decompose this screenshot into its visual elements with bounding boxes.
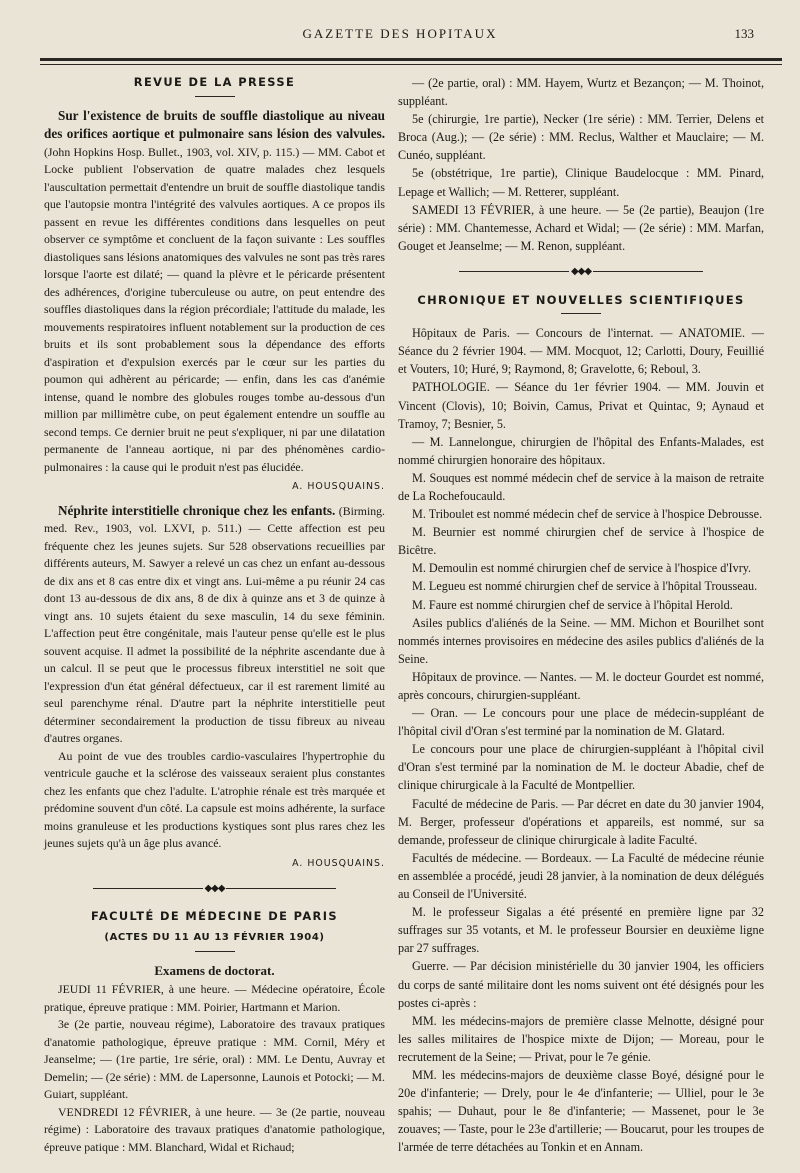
news-item: PATHOLOGIE. — Séance du 1er février 1904. — MM. Jouvin et Vincent (Clovis), 10; Boivin, Camus, Privat et Quintac, 9; Aynaud et Tramoy, 7; Besnier, 5. <box>398 380 764 431</box>
news-item: M. Legueu est nommé chirurgien chef de service à l'hôpital Trousseau. <box>412 579 758 594</box>
exam-entry: 5e (chirurgie, 1re partie), Necker (1re série) : MM. Terrier, Delens et Broca (Aug.); — (2e série) : MM. Reclus, Walther et Mauclaire; — M. Cunéo, suppléant. <box>398 112 764 163</box>
news-item: M. Faure est nommé chirurgien chef de service à l'hôpital Herold. <box>412 597 733 612</box>
journal-title: GAZETTE DES HOPITAUX <box>302 26 498 41</box>
news-item: Faculté de médecine de Paris. — Par décret en date du 30 janvier 1904, M. Berger, professeur d'opérations et appareils, est nommé, sur sa demande, professeur de clinique chirurgicale à ladite Faculté. <box>398 796 764 847</box>
news-item: — M. Lannelongue, chirurgien de l'hôpital des Enfants-Malades, est nommé chirurgien honoraire des hôpitaux. <box>398 434 764 467</box>
right-column <box>398 74 764 1156</box>
ornament-divider: ◆◆◆ <box>44 880 385 898</box>
exam-heading: Examens de doctorat. <box>154 962 275 978</box>
article-2 <box>44 502 385 748</box>
article-1 <box>44 107 385 477</box>
news-item: M. Souques est nommé médecin chef de service à la maison de retraite de La Rochefoucauld. <box>398 470 764 503</box>
exam-entry: JEUDI 11 FÉVRIER, à une heure. — Médecine opératoire, École pratique, épreuve pratique : MM. Poirier, Hartmann et Marion. <box>44 982 385 1014</box>
exam-entry: 3e (2e partie, nouveau régime), Laboratoire des travaux pratiques d'anatomie pathologique, épreuve pratique : MM. Cornil, Méry et Jeanselme; — (1re partie, 1re série, oral) : MM. Le Dentu, Auvray et Demelin; — (2e série) : MM. de Lapersonne, Launois et Potocki; — M. Guiart, suppléant. <box>44 1017 385 1101</box>
article-1-title: Sur l'existence de bruits de souffle diastolique au niveau des orifices aortique et pulmonaire sans lésion des valvules. <box>44 107 385 141</box>
article-1-body: (John Hopkins Hosp. Bullet., 1903, vol. XIV, p. 115.) — MM. Cabot et Locke publient l'observation de quatre malades chez lesquels l'auscultation permettait d'entendre un bruit de souffle diastolique tandis que l'autopsie montra l'intégrité des valvules aortiques. A ce propos ils passent en revue les différentes conditions dans lesquelles on peut observer ce symptôme et concluent de la façon suivante : Les souffles diastoliques sans lésions anatomiques des valvules ne sont pas très rares lorsque l'aorte est dilaté; — quand la plèvre et le péricarde présentent des adhérences, d'origine tuberculeuse ou autre, on peut entendre des souffles diastoliques dans la région précordiale; l'attitude du malade, les mouvements respiratoires influent notablement sur la production de ces bruits et ils sont probablement sous la dépendance des efforts d'aspiration et d'expulsion exercés par le cœur sur les parties du poumon qui adhèrent au péricarde; — enfin, dans les cas d'anémie intense, quand le nombre des globules rouges tombe au-dessous d'un million par millimètre cube, on peut également entendre un souffle au second temps. Ce dernier bruit ne peut s'expliquer, ni par une dilatation permanente de l'anneau aortique, ni par des phénomènes cardio-pulmonaires : la cause qui le produit n'est pas élucidée. <box>44 144 385 474</box>
exam-entry: VENDREDI 12 FÉVRIER, à une heure. — 3e (2e partie, nouveau régime) : Laboratoire des travaux pratiques d'anatomie pathologique, épreuve patique : MM. Blanchard, Widal et Richaud; <box>44 1104 385 1154</box>
article-2-body-continued: Au point de vue des troubles cardio-vasculaires l'hypertrophie du ventricule gauche et la sclérose des vaisseaux seraient plus constantes chez les enfants que chez l'adulte. L'atrophie rénale est très marquée et prédomine souvent d'un côté. La capsule est moins adhérente, la surface moins granuleuse et les productions kystiques sont plus rares chez les jeunes sujets qu'à un âge plus avancé. <box>44 748 385 850</box>
news-item: Le concours pour une place de chirurgien-suppléant à l'hôpital civil d'Oran s'est terminé par la nomination de M. le docteur Abadie, chef de clinique chirurgicale à la Faculté de Montpellier. <box>398 742 764 793</box>
news-item: MM. les médecins-majors de deuxième classe Boyé, désigné pour le 20e d'infanterie; — Drely, pour le 4e d'infanterie; — Ulliel, pour le 3e spahis; — Duhaut, pour le 8e d'infanterie; — Massenet, pour le 3e zouaves; — Taste, pour le 23e d'artillerie; — Boucarut, pour les troupes de l'armée de terre détachées au Tonkin et en Annam. <box>398 1067 764 1155</box>
faculte-section-title: FACULTÉ DE MÉDECINE DE PARIS <box>91 908 338 923</box>
exam-entry: — (2e partie, oral) : MM. Hayem, Wurtz et Bezançon; — M. Thoinot, suppléant. <box>398 76 764 109</box>
news-item: MM. les médecins-majors de première classe Melnotte, désigné pour les salles militaires de l'hospice mixte de Dijon; — Moreau, pour le recrutement de la Seine; — Privat, pour le 7e génie. <box>398 1013 764 1064</box>
header-rule-thin <box>40 64 782 65</box>
news-item: — Oran. — Le concours pour une place de médecin-suppléant de l'hôpital civil d'Oran s'est terminé par la nomination de M. Glatard. <box>398 706 764 739</box>
faculte-section-subtitle: (ACTES DU 11 AU 13 FÉVRIER 1904) <box>104 932 325 943</box>
article-2-title: Néphrite interstitielle chronique chez les enfants. <box>58 502 336 518</box>
news-item: Facultés de médecine. — Bordeaux. — La Faculté de médecine réunie en assemblée a procédé, jeudi 28 janvier, à la nomination de deux délégués au Conseil de l'Université. <box>398 850 764 902</box>
left-column <box>44 74 385 1156</box>
news-item: Hôpitaux de province. — Nantes. — M. le docteur Gourdet est nommé, après concours, chirurgien-suppléant. <box>398 669 764 702</box>
revue-section-title: REVUE DE LA PRESSE <box>133 75 296 89</box>
news-item: M. Triboulet est nommé médecin chef de service à l'hospice Debrousse. <box>412 507 763 522</box>
news-item: Asiles publics d'aliénés de la Seine. — MM. Michon et Bourilhet sont nommés internes provisoires en médecine des asiles publics d'aliénés de la Seine. <box>398 615 764 666</box>
news-item: M. Beurnier est nommé chirurgien chef de service à l'hospice de Bicêtre. <box>398 525 764 558</box>
header-rule-thick <box>40 58 782 61</box>
news-item: Guerre. — Par décision ministérielle du 30 janvier 1904, les officiers du corps de santé militaire dont les noms suivent ont été désignés pour les postes ci-après : <box>398 959 764 1010</box>
chronique-section-title: CHRONIQUE ET NOUVELLES SCIENTIFIQUES <box>417 293 745 308</box>
article-1-signature: A. HOUSQUAINS. <box>292 481 385 492</box>
section-divider <box>195 951 235 952</box>
exam-entry: 5e (obstétrique, 1re partie), Clinique Baudelocque : MM. Pinard, Lepage et Wallich; — M. Retterer, suppléant. <box>398 166 764 199</box>
news-item: Hôpitaux de Paris. — Concours de l'internat. — ANATOMIE. — Séance du 2 février 1904. — MM. Mocquot, 12; Carlotti, Doury, Feuillié et Vouters, 10; Huré, 9; Raymond, 8; Gravelotte, 6; Reboul, 3. <box>398 326 764 377</box>
article-2-signature: A. HOUSQUAINS. <box>292 857 385 869</box>
section-divider <box>561 313 601 314</box>
page-number: 133 <box>734 26 754 41</box>
ornament-divider: ◆◆◆ <box>398 263 764 281</box>
exam-entry: SAMEDI 13 FÉVRIER, à une heure. — 5e (2e partie), Beaujon (1re série) : MM. Chantemesse, Achard et Widal; — (2e série) : MM. Marfan, Gouget et Jeanselme; — M. Renon, suppléant. <box>398 202 764 253</box>
article-2-body: (Birming. med. Rev., 1903, vol. LXVI, p. 511.) — Cette affection est peu fréquente chez les jeunes sujets. Sur 528 observations recueillies par différents auteurs, M. Sawyer a relevé un cas chez un enfant au-dessous de dix ans et 8 cas entre dix et vingt ans. Lui-même a pu réunir 24 cas dont 13 au-dessous de dix ans, 8 de dix à quinze ans et 3 de quinze à vingt ans. 10 sujets étaient du sexe masculin, 14 du sexe féminin. L'affection peut être congénitale, mais l'auteur pense qu'elle est le plus souvent acquise. Il admet la possibilité de la néphrite ascendante due à un calcul. Il se peut que le processus fibreux interstitiel ne soit que l'expression d'un état général défectueux, car il est rarement limité au seul parenchyme rénal. D'autre part la néphrite interstitielle peut déterminer secondairement la production de tissu fibreux au niveau d'autres organes. <box>44 503 385 745</box>
news-item: M. Demoulin est nommé chirurgien chef de service à l'hospice d'Ivry. <box>412 561 752 576</box>
news-item: M. le professeur Sigalas a été présenté en première ligne par 32 suffrages sur 35 votants, et M. le professeur Boursier en deuxième ligne par 27 suffrages. <box>398 905 764 956</box>
section-divider <box>195 96 235 97</box>
